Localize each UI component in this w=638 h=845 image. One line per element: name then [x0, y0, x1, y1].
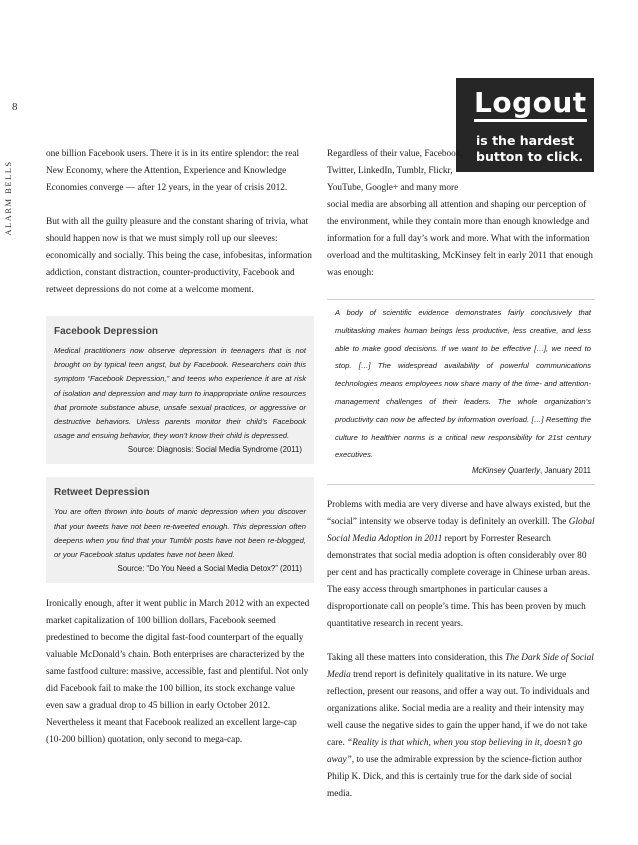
sidebar-title: Facebook Depression — [54, 326, 158, 337]
text-run: Taking all these matters into consideration, this — [327, 653, 506, 664]
left-column — [46, 146, 314, 766]
body-paragraph — [327, 497, 595, 633]
quote-source-date: , January 2011 — [539, 466, 591, 476]
report-title: Global Social Media Adoption in 2011 — [327, 517, 595, 545]
sidebar-body: Medical practitioners now observe depression in teenagers that is not brought on by typical teen angst, but by Facebook. Researchers coin this symptom “Facebook Depression,” and teens who experience it are at risk of isolation and depression and may turn to inappropriate online resources that promote substance abuse, unsafe sexual practices, or aggressive or destructive behaviors. Unless parents monitor their child’s Facebook usage and ensuing behavior, they won’t know their child is depressed. — [54, 346, 306, 441]
sidebar-source: Source: “Do You Need a Social Media Detox?” (2011) — [117, 564, 302, 574]
text-run: trend report is definitely qualitative in its nature. We urge reflection, present our reasons, and offer a way out. To individuals and organizations alike. Social media are a reality and their intensity may well cause the negative sides to gain the upper hand, if we do not take care. — [327, 670, 590, 749]
pkd-quote: “Reality is that which, when you stop believing in it, doesn’t go away” — [327, 738, 583, 766]
page-number: 8 — [12, 101, 18, 113]
logout-callout-line-1: is the hardest — [476, 133, 575, 148]
logout-callout-title: Logout — [474, 87, 587, 122]
mckinsey-quote — [327, 299, 595, 485]
quote-source — [335, 464, 591, 478]
sidebar-body: You are often thrown into bouts of manic depression when you discover that your tweets have not been re-tweeted enough. This depression often deepens when you find that your Tumblr posts have not been re-blogged, or your Facebook status updates have not been liked. — [54, 507, 306, 560]
running-head-text: ALARM BELLS — [3, 160, 13, 236]
quote-source-title: McKinsey Quarterly — [471, 466, 540, 476]
body-paragraph: Regardless of their value, Facebook, Twitter, LinkedIn, Tumblr, Flickr, YouTube, Google+ and many more social media are absorbing all attention and shaping our perception of the environment, while they contain more than enough knowledge and information for a full day’s work and more. What with the information overload and the multitasking, McKinsey felt in early 2011 that enough was enough: — [327, 149, 593, 278]
report-title: The Dark Side of Social Media — [327, 653, 594, 681]
callout-wrap-spacer — [467, 146, 595, 194]
text-run: , to use the admirable expression by the science-fiction author Philip K. Dick, and this is certainly true for the dark side of social media. — [327, 755, 583, 800]
sidebar-source: Source: Diagnosis: Social Media Syndrome (2011) — [127, 445, 302, 455]
quote-text: A body of scientific evidence demonstrates fairly conclusively that multitasking makes human beings less productive, less creative, and less able to make good decisions. If we want to be effective […], we need to stop. […] The widespread availability of powerful communications technologies means employees now share many of the time- and attention-management challenges of their leaders. The whole organization’s productivity can now be affected by information overload. […] Resetting the culture to healthier norms is a critical new responsibility for 21st century executives. — [335, 308, 591, 460]
sidebar-facebook-depression — [46, 316, 314, 464]
sidebar-retweet-depression — [46, 477, 314, 583]
body-paragraph: one billion Facebook users. There it is in its entire splendor: the real New Economy, where the Attention, Experience and Knowledge Economies converge — after 12 years, in the year of crisis 2012. — [46, 149, 300, 193]
text-run: Problems with media are very diverse and have always existed, but the “social” intensity we observe today is definitely an overkill. The — [327, 500, 591, 528]
text-run: report by Forrester Research demonstrates that social media adoption is often considerably over 80 per cent and has practically complete coverage in Chinese urban areas. The easy access through smartphones in particular causes a disproportionate call on people’s time. This has been proven by much quantitative research in recent years. — [327, 534, 591, 630]
body-paragraph: Ironically enough, after it went public in March 2012 with an expected market capitalization of 100 billion dollars, Facebook seemed predestined to become the digital fast-food counterpart of the equally valuable McDonald’s chain. Both enterprises are characterized by the same fastfood culture: massive, accessible, fast and plentiful. Not only did Facebook fail to make the 100 billion, its stock exchange value even saw a gradual drop to 45 billion in early October 2012. Nevertheless it meant that Facebook realized an excellent large-cap (10-200 billion) quotation, only second to mega-cap. — [46, 599, 310, 746]
sidebar-title: Retweet Depression — [54, 487, 150, 499]
right-column — [327, 146, 595, 820]
body-paragraph — [327, 650, 595, 803]
logout-callout-line-2: button to click. — [476, 149, 584, 164]
running-head — [2, 150, 14, 246]
body-paragraph: But with all the guilty pleasure and the constant sharing of trivia, what should happen now is that we must simply roll up our sleeves: economically and socially. This being the case, infobesitas, information addiction, constant distraction, counter-productivity, Facebook and retweet depressions do not come at a welcome moment. — [46, 217, 312, 295]
